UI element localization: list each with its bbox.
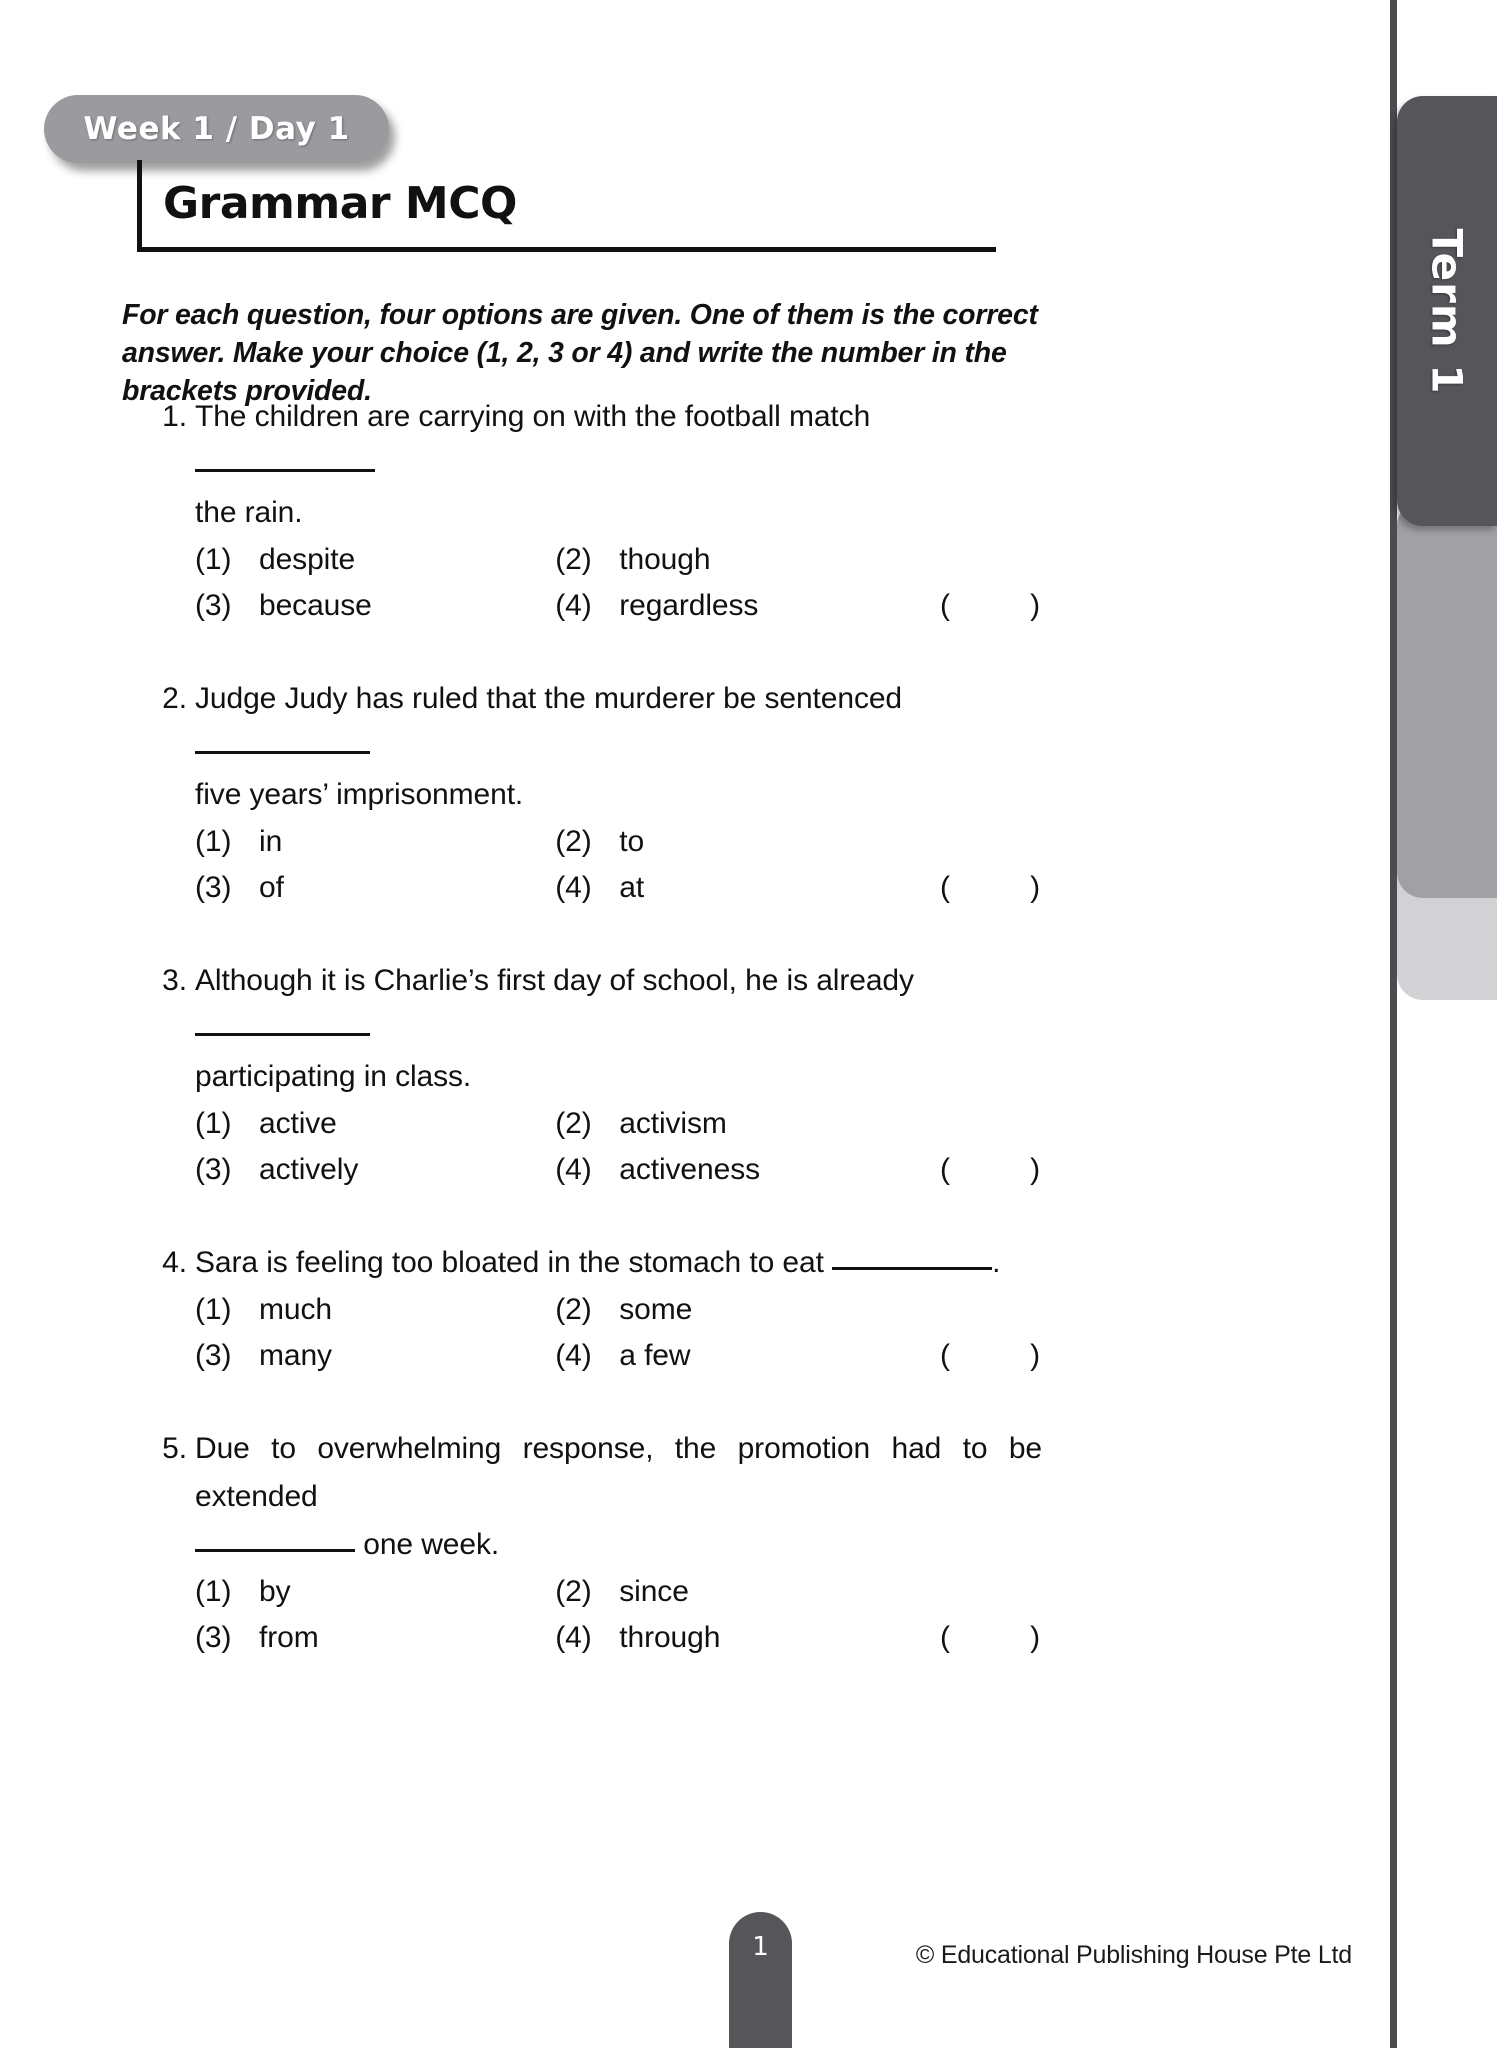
question-stem bbox=[0, 957, 1060, 1101]
question-number: 1. bbox=[162, 400, 187, 433]
option-text: many bbox=[259, 1339, 332, 1372]
option-marker: (2) bbox=[555, 1107, 592, 1140]
option-4[interactable] bbox=[555, 583, 907, 629]
question-stem-text-1: Although it is Charlie’s first day of school, he is already bbox=[195, 964, 914, 997]
answer-bracket-box[interactable] bbox=[940, 865, 1040, 911]
question-number: 2. bbox=[162, 682, 187, 715]
option-4[interactable] bbox=[555, 865, 907, 911]
question-stem-line-1 bbox=[195, 682, 902, 763]
bracket-open: ( bbox=[940, 1621, 950, 1654]
option-marker: (2) bbox=[555, 1293, 592, 1326]
question-stem-line-1 bbox=[195, 1425, 1042, 1521]
option-1[interactable] bbox=[195, 1287, 547, 1333]
option-marker: (1) bbox=[195, 825, 232, 858]
option-2[interactable] bbox=[555, 819, 907, 865]
question-stem-text-1: Sara is feeling too bloated in the stomach to eat bbox=[195, 1246, 824, 1279]
answer-blank[interactable] bbox=[195, 469, 375, 472]
question-stem-text-2: the rain. bbox=[195, 496, 303, 529]
answer-bracket-box[interactable] bbox=[940, 1333, 1040, 1379]
option-text: through bbox=[619, 1621, 721, 1654]
side-tab-term-1-label: Term 1 bbox=[1422, 228, 1472, 394]
option-4[interactable] bbox=[555, 1147, 907, 1193]
option-marker: (4) bbox=[555, 1621, 592, 1654]
option-4[interactable] bbox=[555, 1615, 907, 1661]
question-number: 3. bbox=[162, 964, 187, 997]
option-marker: (3) bbox=[195, 871, 232, 904]
option-text: actively bbox=[259, 1153, 359, 1186]
option-row bbox=[0, 537, 1060, 583]
question-stem-text-2: one week. bbox=[363, 1528, 500, 1561]
question-stem-text-1: The children are carrying on with the football match bbox=[195, 400, 871, 433]
option-text: at bbox=[619, 871, 645, 904]
option-text: by bbox=[259, 1575, 291, 1608]
question-stem-text-1: Judge Judy has ruled that the murderer be sentenced bbox=[195, 682, 903, 715]
page-title: Grammar MCQ bbox=[163, 178, 517, 229]
option-marker: (1) bbox=[195, 1107, 232, 1140]
option-4[interactable] bbox=[555, 1333, 907, 1379]
option-text: to bbox=[619, 825, 645, 858]
option-text: some bbox=[619, 1293, 693, 1326]
bracket-open: ( bbox=[940, 589, 950, 622]
option-1[interactable] bbox=[195, 537, 547, 583]
option-text: activism bbox=[619, 1107, 727, 1140]
side-tab-rail bbox=[1342, 0, 1497, 2048]
option-row bbox=[0, 1147, 1060, 1193]
option-text: active bbox=[259, 1107, 337, 1140]
option-row bbox=[0, 1287, 1060, 1333]
question-stem bbox=[0, 1425, 1060, 1569]
option-row bbox=[0, 1333, 1060, 1379]
option-text: in bbox=[259, 825, 283, 858]
option-marker: (4) bbox=[555, 1339, 592, 1372]
question-stem-text-2: five years’ imprisonment. bbox=[195, 778, 524, 811]
option-3[interactable] bbox=[195, 1147, 547, 1193]
option-marker: (4) bbox=[555, 589, 592, 622]
bracket-close: ) bbox=[1030, 1153, 1040, 1186]
page-edge-rule bbox=[1390, 0, 1397, 2048]
option-marker: (2) bbox=[555, 825, 592, 858]
option-marker: (1) bbox=[195, 1293, 232, 1326]
question-item bbox=[0, 1239, 1060, 1379]
question-stem-text-2: participating in class. bbox=[195, 1060, 472, 1093]
option-1[interactable] bbox=[195, 819, 547, 865]
option-text: much bbox=[259, 1293, 332, 1326]
option-marker: (3) bbox=[195, 589, 232, 622]
question-stem bbox=[0, 1239, 1060, 1287]
option-marker: (3) bbox=[195, 1153, 232, 1186]
option-3[interactable] bbox=[195, 1333, 547, 1379]
option-2[interactable] bbox=[555, 1101, 907, 1147]
side-tab-second[interactable] bbox=[1397, 500, 1497, 898]
question-stem-text-2: . bbox=[992, 1246, 1001, 1279]
option-marker: (3) bbox=[195, 1621, 232, 1654]
option-row bbox=[0, 865, 1060, 911]
page-number-badge bbox=[729, 1912, 792, 2048]
answer-bracket-box[interactable] bbox=[940, 583, 1040, 629]
option-row bbox=[0, 583, 1060, 629]
option-marker: (2) bbox=[555, 1575, 592, 1608]
option-row bbox=[0, 819, 1060, 865]
option-marker: (2) bbox=[555, 543, 592, 576]
option-text: since bbox=[619, 1575, 689, 1608]
option-3[interactable] bbox=[195, 1615, 547, 1661]
option-2[interactable] bbox=[555, 537, 907, 583]
option-row bbox=[0, 1569, 1060, 1615]
option-marker: (4) bbox=[555, 1153, 592, 1186]
bracket-open: ( bbox=[940, 871, 950, 904]
question-stem-text-1: Due to overwhelming response, the promotion had to be extended bbox=[195, 1432, 1042, 1513]
bracket-close: ) bbox=[1030, 1339, 1040, 1372]
answer-blank[interactable] bbox=[195, 751, 370, 754]
option-text: activeness bbox=[619, 1153, 760, 1186]
copyright-text: © Educational Publishing House Pte Ltd bbox=[915, 1941, 1352, 1969]
question-item bbox=[0, 393, 1060, 629]
option-text: because bbox=[259, 589, 372, 622]
instructions-text: For each question, four options are given. One of them is the correct answer. Make your choice (1, 2, 3 or 4) and write the number in the brackets provided. bbox=[122, 299, 1038, 407]
option-text: from bbox=[259, 1621, 319, 1654]
question-number: 4. bbox=[162, 1246, 187, 1279]
answer-bracket-box[interactable] bbox=[940, 1615, 1040, 1661]
option-marker: (1) bbox=[195, 1575, 232, 1608]
question-item bbox=[0, 675, 1060, 911]
option-row bbox=[0, 1101, 1060, 1147]
option-marker: (4) bbox=[555, 871, 592, 904]
side-tab-term-1[interactable] bbox=[1397, 96, 1497, 526]
question-stem-line-1 bbox=[195, 1246, 1000, 1279]
question-stem bbox=[0, 675, 1060, 819]
side-tab-term-1-label-wrap bbox=[1397, 96, 1497, 526]
option-text: despite bbox=[259, 543, 356, 576]
bracket-close: ) bbox=[1030, 589, 1040, 622]
option-marker: (3) bbox=[195, 1339, 232, 1372]
option-1[interactable] bbox=[195, 1101, 547, 1147]
option-row bbox=[0, 1615, 1060, 1661]
question-stem bbox=[0, 393, 1060, 537]
option-text: regardless bbox=[619, 589, 759, 622]
question-item bbox=[0, 1425, 1060, 1661]
option-3[interactable] bbox=[195, 583, 547, 629]
week-day-badge-label: Week 1 / Day 1 bbox=[83, 111, 350, 147]
option-marker: (1) bbox=[195, 543, 232, 576]
page-number: 1 bbox=[752, 1932, 769, 1962]
answer-bracket-box[interactable] bbox=[940, 1147, 1040, 1193]
bracket-close: ) bbox=[1030, 1621, 1040, 1654]
question-stem-line-1 bbox=[195, 400, 870, 481]
question-item bbox=[0, 957, 1060, 1193]
question-number: 5. bbox=[162, 1432, 187, 1465]
week-day-badge bbox=[44, 95, 389, 163]
option-text: though bbox=[619, 543, 711, 576]
option-text: of bbox=[259, 871, 284, 904]
bracket-open: ( bbox=[940, 1153, 950, 1186]
bracket-open: ( bbox=[940, 1339, 950, 1372]
option-2[interactable] bbox=[555, 1569, 907, 1615]
option-2[interactable] bbox=[555, 1287, 907, 1333]
question-list bbox=[0, 393, 1060, 1707]
option-1[interactable] bbox=[195, 1569, 547, 1615]
option-3[interactable] bbox=[195, 865, 547, 911]
answer-blank[interactable] bbox=[832, 1267, 992, 1270]
question-stem-line-1 bbox=[195, 964, 914, 1045]
answer-blank[interactable] bbox=[195, 1549, 355, 1552]
answer-blank[interactable] bbox=[195, 1033, 370, 1036]
bracket-close: ) bbox=[1030, 871, 1040, 904]
option-text: a few bbox=[619, 1339, 691, 1372]
